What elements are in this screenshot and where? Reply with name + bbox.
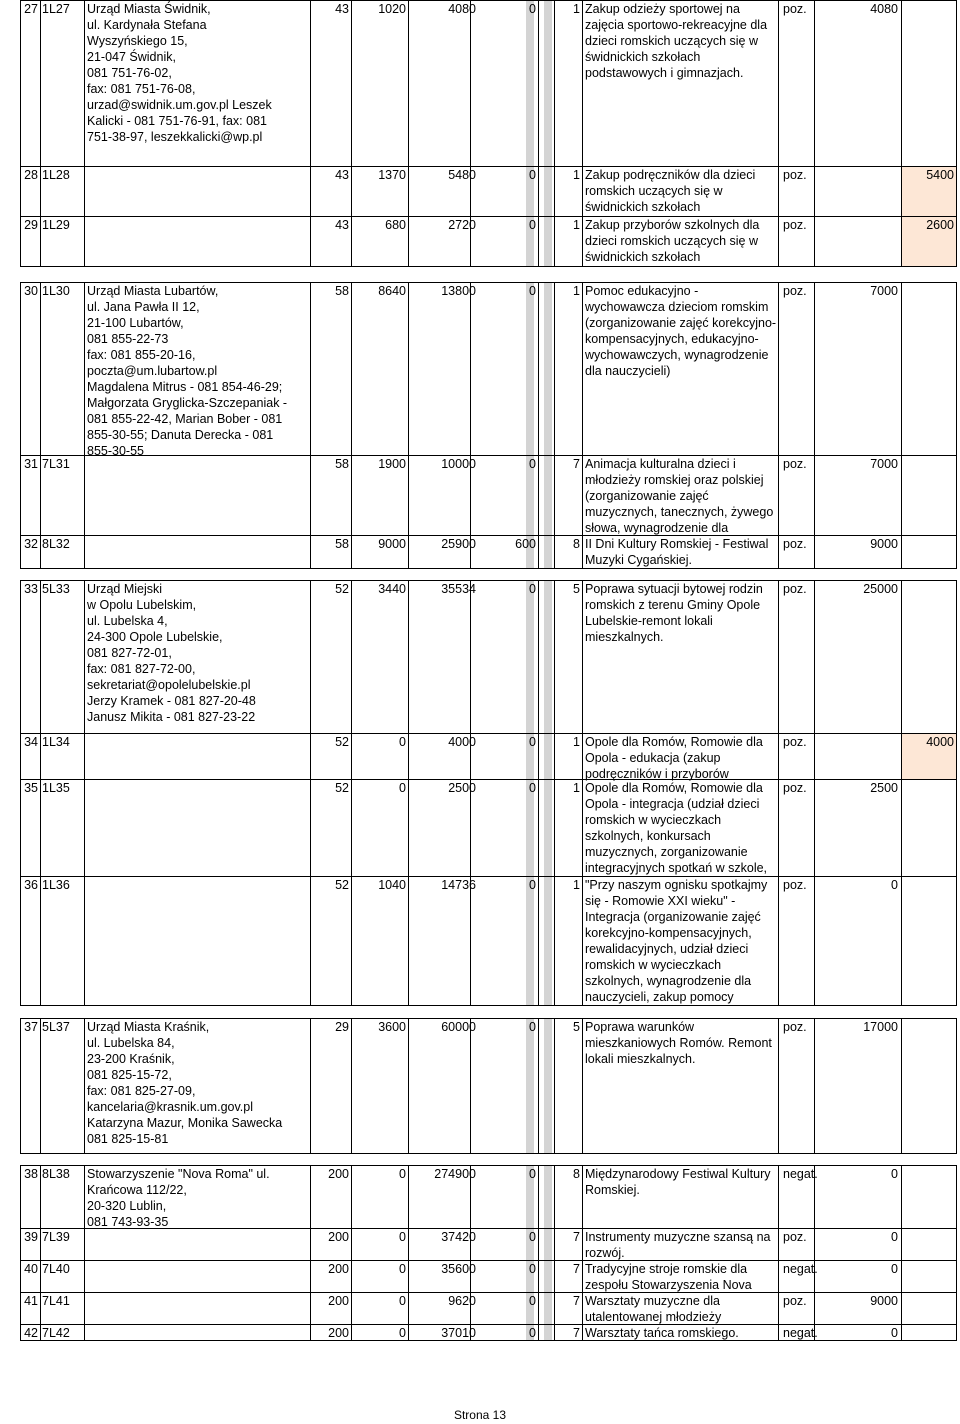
cell-amount: 9000 — [870, 537, 898, 551]
cell-status: negat. — [783, 1326, 818, 1340]
cell-a: 58 — [335, 457, 349, 471]
column-divider — [84, 0, 85, 267]
shaded-column — [544, 1165, 552, 1340]
page-number: Strona 13 — [453, 1408, 507, 1422]
cell-nr: 34 — [24, 735, 38, 749]
cell-d: 0 — [529, 1294, 536, 1308]
cell-amount: 17000 — [863, 1020, 898, 1034]
cell-amount: 7000 — [870, 457, 898, 471]
cell-code: 1L27 — [42, 2, 70, 16]
cell-e: 8 — [573, 537, 580, 551]
cell-c: 274900 — [434, 1167, 476, 1181]
shaded-column — [544, 282, 552, 568]
column-divider — [582, 580, 583, 1006]
cell-nr: 30 — [24, 284, 38, 298]
cell-status: negat. — [783, 1262, 818, 1276]
cell-b: 0 — [399, 735, 406, 749]
column-divider — [20, 1018, 21, 1154]
cell-amount: 5400 — [926, 168, 954, 182]
row-divider — [20, 1005, 957, 1006]
cell-e: 1 — [573, 218, 580, 232]
cell-org: Urząd Miejski w Opolu Lubelskim, ul. Lubelska 4, 24-300 Opole Lubelskie, 081 827-72-01, fax: 081 827-72-00, sekretariat@opolelubelskie.pl Jerzy Kramek - 081 827-20-48 Janusz Mikita - 081 827-23-22 — [87, 582, 256, 724]
cell-code: 7L41 — [42, 1294, 70, 1308]
column-divider — [538, 580, 539, 1006]
cell-nr: 42 — [24, 1326, 38, 1340]
cell-status: poz. — [783, 1230, 807, 1244]
cell-a: 200 — [328, 1167, 349, 1181]
cell-org: Urząd Miasta Lubartów, ul. Jana Pawła II 12, 21-100 Lubartów, 081 855-22-73 fax: 081 855-20-16, poczta@um.lubartow.pl Magdalena Mitrus - 081 854-46-29; Małgorzata Gryglicka-Szczepaniak - 081 855-22-42, Marian Bober - 081 855-30-55; Danuta Derecka - 081 855-30-55 — [87, 284, 288, 458]
column-divider — [582, 1165, 583, 1341]
column-divider — [351, 1165, 352, 1341]
cell-e: 1 — [573, 878, 580, 892]
cell-nr: 27 — [24, 2, 38, 16]
shaded-column — [526, 1165, 534, 1340]
column-divider — [351, 1018, 352, 1154]
column-divider — [538, 0, 539, 267]
cell-d: 0 — [529, 1230, 536, 1244]
cell-d: 0 — [529, 2, 536, 16]
cell-nr: 36 — [24, 878, 38, 892]
cell-desc: Zakup podręczników dla dzieci romskich uczących się w świdnickich szkołach — [585, 168, 756, 214]
cell-d: 0 — [529, 168, 536, 182]
cell-b: 1370 — [378, 168, 406, 182]
column-divider — [84, 1165, 85, 1341]
column-divider — [84, 580, 85, 1006]
cell-desc: Międzynarodowy Festiwal Kultury Romskiej. — [585, 1167, 771, 1197]
cell-b: 0 — [399, 1326, 406, 1340]
cell-c: 35600 — [441, 1262, 476, 1276]
cell-e: 8 — [573, 1167, 580, 1181]
cell-nr: 39 — [24, 1230, 38, 1244]
cell-amount: 0 — [891, 1326, 898, 1340]
cell-a: 43 — [335, 218, 349, 232]
column-divider — [814, 1165, 815, 1341]
cell-c: 10000 — [441, 457, 476, 471]
column-divider — [470, 282, 471, 569]
cell-nr: 35 — [24, 781, 38, 795]
column-divider — [40, 1165, 41, 1341]
cell-status: poz. — [783, 1020, 807, 1034]
cell-b: 3600 — [378, 1020, 406, 1034]
cell-d: 0 — [529, 878, 536, 892]
cell-status: poz. — [783, 284, 807, 298]
cell-d: 600 — [515, 537, 536, 551]
column-divider — [538, 1165, 539, 1341]
cell-c: 2720 — [448, 218, 476, 232]
cell-d: 0 — [529, 284, 536, 298]
cell-d: 0 — [529, 1326, 536, 1340]
cell-code: 5L37 — [42, 1020, 70, 1034]
cell-nr: 37 — [24, 1020, 38, 1034]
column-divider — [84, 1018, 85, 1154]
column-divider — [84, 282, 85, 569]
cell-c: 25900 — [441, 537, 476, 551]
cell-a: 43 — [335, 2, 349, 16]
cell-desc: "Przy naszym ognisku spotkajmy się - Romowie XXI wieku" - Integracja (organizowanie zajęć korekcyjno-kompensacyjnych, rewalidacyjnych, udział dzieci romskich w wycieczkach szkolnych, wynagrodzenie dla nauczycieli, zakup pomocy — [585, 878, 768, 1004]
cell-code: 8L38 — [42, 1167, 70, 1181]
cell-status: poz. — [783, 537, 807, 551]
cell-a: 58 — [335, 284, 349, 298]
cell-e: 5 — [573, 582, 580, 596]
column-divider — [956, 282, 957, 569]
cell-status: poz. — [783, 735, 807, 749]
cell-desc: Zakup przyborów szkolnych dla dzieci romskich uczących się w świdnickich szkołach — [585, 218, 760, 264]
cell-status: poz. — [783, 218, 807, 232]
cell-a: 200 — [328, 1230, 349, 1244]
cell-c: 4000 — [448, 735, 476, 749]
cell-b: 1020 — [378, 2, 406, 16]
cell-b: 680 — [385, 218, 406, 232]
cell-code: 7L39 — [42, 1230, 70, 1244]
cell-c: 37420 — [441, 1230, 476, 1244]
cell-desc: Warsztaty tańca romskiego. — [585, 1326, 739, 1340]
row-divider — [20, 266, 957, 267]
cell-status: poz. — [783, 457, 807, 471]
column-divider — [20, 1165, 21, 1341]
cell-code: 7L40 — [42, 1262, 70, 1276]
column-divider — [408, 1018, 409, 1154]
cell-status: poz. — [783, 2, 807, 16]
column-divider — [470, 1018, 471, 1154]
cell-desc: Poprawa warunków mieszkaniowych Romów. Remont lokali mieszkalnych. — [585, 1020, 772, 1066]
cell-a: 200 — [328, 1294, 349, 1308]
column-divider — [538, 1018, 539, 1154]
shaded-column — [544, 0, 552, 266]
cell-nr: 29 — [24, 218, 38, 232]
cell-e: 1 — [573, 168, 580, 182]
cell-nr: 33 — [24, 582, 38, 596]
column-divider — [956, 1018, 957, 1154]
cell-desc: Pomoc edukacyjno - wychowawcza dzieciom romskim (zorganizowanie zajęć korekcyjno- kompensacyjnych, edukacyjno- wychowawczych, wynagrodzenie dla nauczycieli) — [585, 284, 777, 378]
column-divider — [582, 1018, 583, 1154]
cell-b: 1040 — [378, 878, 406, 892]
cell-desc: Poprawa sytuacji bytowej rodzin romskich z terenu Gminy Opole Lubelskie-remont lokali mieszkalnych. — [585, 582, 763, 644]
cell-amount: 25000 — [863, 582, 898, 596]
cell-e: 7 — [573, 1294, 580, 1308]
cell-c: 35534 — [441, 582, 476, 596]
column-divider — [20, 282, 21, 569]
cell-b: 0 — [399, 781, 406, 795]
cell-a: 52 — [335, 582, 349, 596]
cell-e: 1 — [573, 781, 580, 795]
column-divider — [554, 1165, 555, 1341]
cell-code: 1L34 — [42, 735, 70, 749]
cell-d: 0 — [529, 1262, 536, 1276]
cell-nr: 31 — [24, 457, 38, 471]
cell-desc: Instrumenty muzyczne szansą na rozwój. — [585, 1230, 771, 1260]
column-divider — [40, 580, 41, 1006]
cell-c: 37010 — [441, 1326, 476, 1340]
cell-status: poz. — [783, 582, 807, 596]
cell-amount: 7000 — [870, 284, 898, 298]
cell-a: 52 — [335, 735, 349, 749]
column-divider — [582, 282, 583, 569]
shaded-column — [526, 282, 534, 568]
cell-e: 7 — [573, 1326, 580, 1340]
cell-e: 7 — [573, 1230, 580, 1244]
column-divider — [408, 1165, 409, 1341]
cell-amount: 4080 — [870, 2, 898, 16]
column-divider — [901, 1165, 902, 1341]
cell-org: Stowarzyszenie "Nova Roma" ul. Krańcowa 112/22, 20-320 Lublin, 081 743-93-35 — [87, 1167, 270, 1229]
column-divider — [408, 282, 409, 569]
row-divider — [20, 568, 957, 569]
cell-c: 9620 — [448, 1294, 476, 1308]
cell-a: 52 — [335, 878, 349, 892]
cell-d: 0 — [529, 1020, 536, 1034]
cell-code: 1L28 — [42, 168, 70, 182]
cell-amount: 0 — [891, 878, 898, 892]
column-divider — [956, 0, 957, 267]
cell-e: 5 — [573, 1020, 580, 1034]
cell-amount: 0 — [891, 1167, 898, 1181]
column-divider — [40, 282, 41, 569]
cell-code: 7L31 — [42, 457, 70, 471]
column-divider — [814, 282, 815, 569]
shaded-column — [526, 1018, 534, 1153]
column-divider — [582, 0, 583, 267]
cell-amount: 0 — [891, 1230, 898, 1244]
column-divider — [956, 1165, 957, 1341]
cell-status: negat. — [783, 1167, 818, 1181]
row-divider — [20, 1153, 957, 1154]
cell-amount: 4000 — [926, 735, 954, 749]
cell-e: 1 — [573, 735, 580, 749]
cell-amount: 9000 — [870, 1294, 898, 1308]
column-divider — [901, 1018, 902, 1154]
cell-status: poz. — [783, 878, 807, 892]
cell-nr: 32 — [24, 537, 38, 551]
cell-b: 0 — [399, 1262, 406, 1276]
cell-c: 5480 — [448, 168, 476, 182]
cell-nr: 38 — [24, 1167, 38, 1181]
column-divider — [814, 1018, 815, 1154]
column-divider — [901, 282, 902, 569]
cell-c: 4080 — [448, 2, 476, 16]
column-divider — [538, 282, 539, 569]
cell-b: 3440 — [378, 582, 406, 596]
column-divider — [554, 282, 555, 569]
cell-code: 5L33 — [42, 582, 70, 596]
cell-code: 7L42 — [42, 1326, 70, 1340]
column-divider — [470, 1165, 471, 1341]
column-divider — [554, 1018, 555, 1154]
column-divider — [40, 0, 41, 267]
cell-nr: 40 — [24, 1262, 38, 1276]
cell-desc: Animacja kulturalna dzieci i młodzieży romskiej oraz polskiej (zorganizowanie zajęć muzycznych, tanecznych, żywego słowa, wynagrodzenie dla — [585, 457, 774, 535]
cell-a: 58 — [335, 537, 349, 551]
cell-code: 8L32 — [42, 537, 70, 551]
column-divider — [40, 1018, 41, 1154]
cell-b: 0 — [399, 1167, 406, 1181]
cell-a: 29 — [335, 1020, 349, 1034]
cell-nr: 41 — [24, 1294, 38, 1308]
cell-a: 43 — [335, 168, 349, 182]
cell-nr: 28 — [24, 168, 38, 182]
cell-d: 0 — [529, 735, 536, 749]
cell-e: 1 — [573, 284, 580, 298]
shaded-column — [544, 580, 552, 1005]
cell-d: 0 — [529, 1167, 536, 1181]
cell-code: 1L30 — [42, 284, 70, 298]
cell-amount: 0 — [891, 1262, 898, 1276]
cell-b: 1900 — [378, 457, 406, 471]
cell-b: 8640 — [378, 284, 406, 298]
cell-e: 7 — [573, 457, 580, 471]
cell-desc: II Dni Kultury Romskiej - Festiwal Muzyki Cygańskiej. — [585, 537, 769, 567]
cell-org: Urząd Miasta Kraśnik, ul. Lubelska 84, 23-200 Kraśnik, 081 825-15-72, fax: 081 825-27-09, kancelaria@krasnik.um.gov.pl Katarzyna Mazur, Monika Sawecka 081 825-15-81 — [87, 1020, 283, 1146]
cell-a: 52 — [335, 781, 349, 795]
cell-c: 13800 — [441, 284, 476, 298]
cell-status: poz. — [783, 168, 807, 182]
cell-b: 0 — [399, 1294, 406, 1308]
cell-e: 1 — [573, 2, 580, 16]
cell-desc: Opole dla Romów, Romowie dla Opola - edukacja (zakup podręczników i przyborów — [585, 735, 763, 781]
cell-org: Urząd Miasta Świdnik, ul. Kardynała Stefana Wyszyńskiego 15, 21-047 Świdnik, 081 751-76-02, fax: 081 751-76-08, urzad@swidnik.um.gov.pl Leszek Kalicki - 081 751-76-91, fax: 081 751-38-97, leszekkalicki@wp.pl — [87, 2, 272, 144]
cell-d: 0 — [529, 582, 536, 596]
cell-code: 1L29 — [42, 218, 70, 232]
cell-e: 7 — [573, 1262, 580, 1276]
column-divider — [901, 580, 902, 1006]
cell-code: 1L35 — [42, 781, 70, 795]
cell-c: 60000 — [441, 1020, 476, 1034]
cell-d: 0 — [529, 457, 536, 471]
cell-c: 2500 — [448, 781, 476, 795]
column-divider — [351, 282, 352, 569]
cell-code: 1L36 — [42, 878, 70, 892]
cell-desc: Zakup odzieży sportowej na zajęcia sportowo-rekreacyjne dla dzieci romskich uczących się w świdnickich szkołach podstawowych i gimnazjach. — [585, 2, 768, 80]
cell-a: 200 — [328, 1262, 349, 1276]
column-divider — [956, 580, 957, 1006]
cell-c: 14736 — [441, 878, 476, 892]
cell-desc: Opole dla Romów, Romowie dla Opola - integracja (udział dzieci romskich w wycieczkach szkolnych, konkursach muzycznych, zorganizowanie integracyjnych spotkań w szkole, — [585, 781, 768, 875]
cell-desc: Tradycyjne stroje romskie dla zespołu Stowarzyszenia Nova — [585, 1262, 752, 1292]
cell-d: 0 — [529, 218, 536, 232]
cell-a: 200 — [328, 1326, 349, 1340]
cell-d: 0 — [529, 781, 536, 795]
cell-b: 0 — [399, 1230, 406, 1244]
cell-b: 9000 — [378, 537, 406, 551]
cell-desc: Warsztaty muzyczne dla utalentowanej młodzieży — [585, 1294, 722, 1324]
cell-status: poz. — [783, 1294, 807, 1308]
cell-amount: 2600 — [926, 218, 954, 232]
shaded-column — [544, 1018, 552, 1153]
cell-amount: 2500 — [870, 781, 898, 795]
cell-status: poz. — [783, 781, 807, 795]
